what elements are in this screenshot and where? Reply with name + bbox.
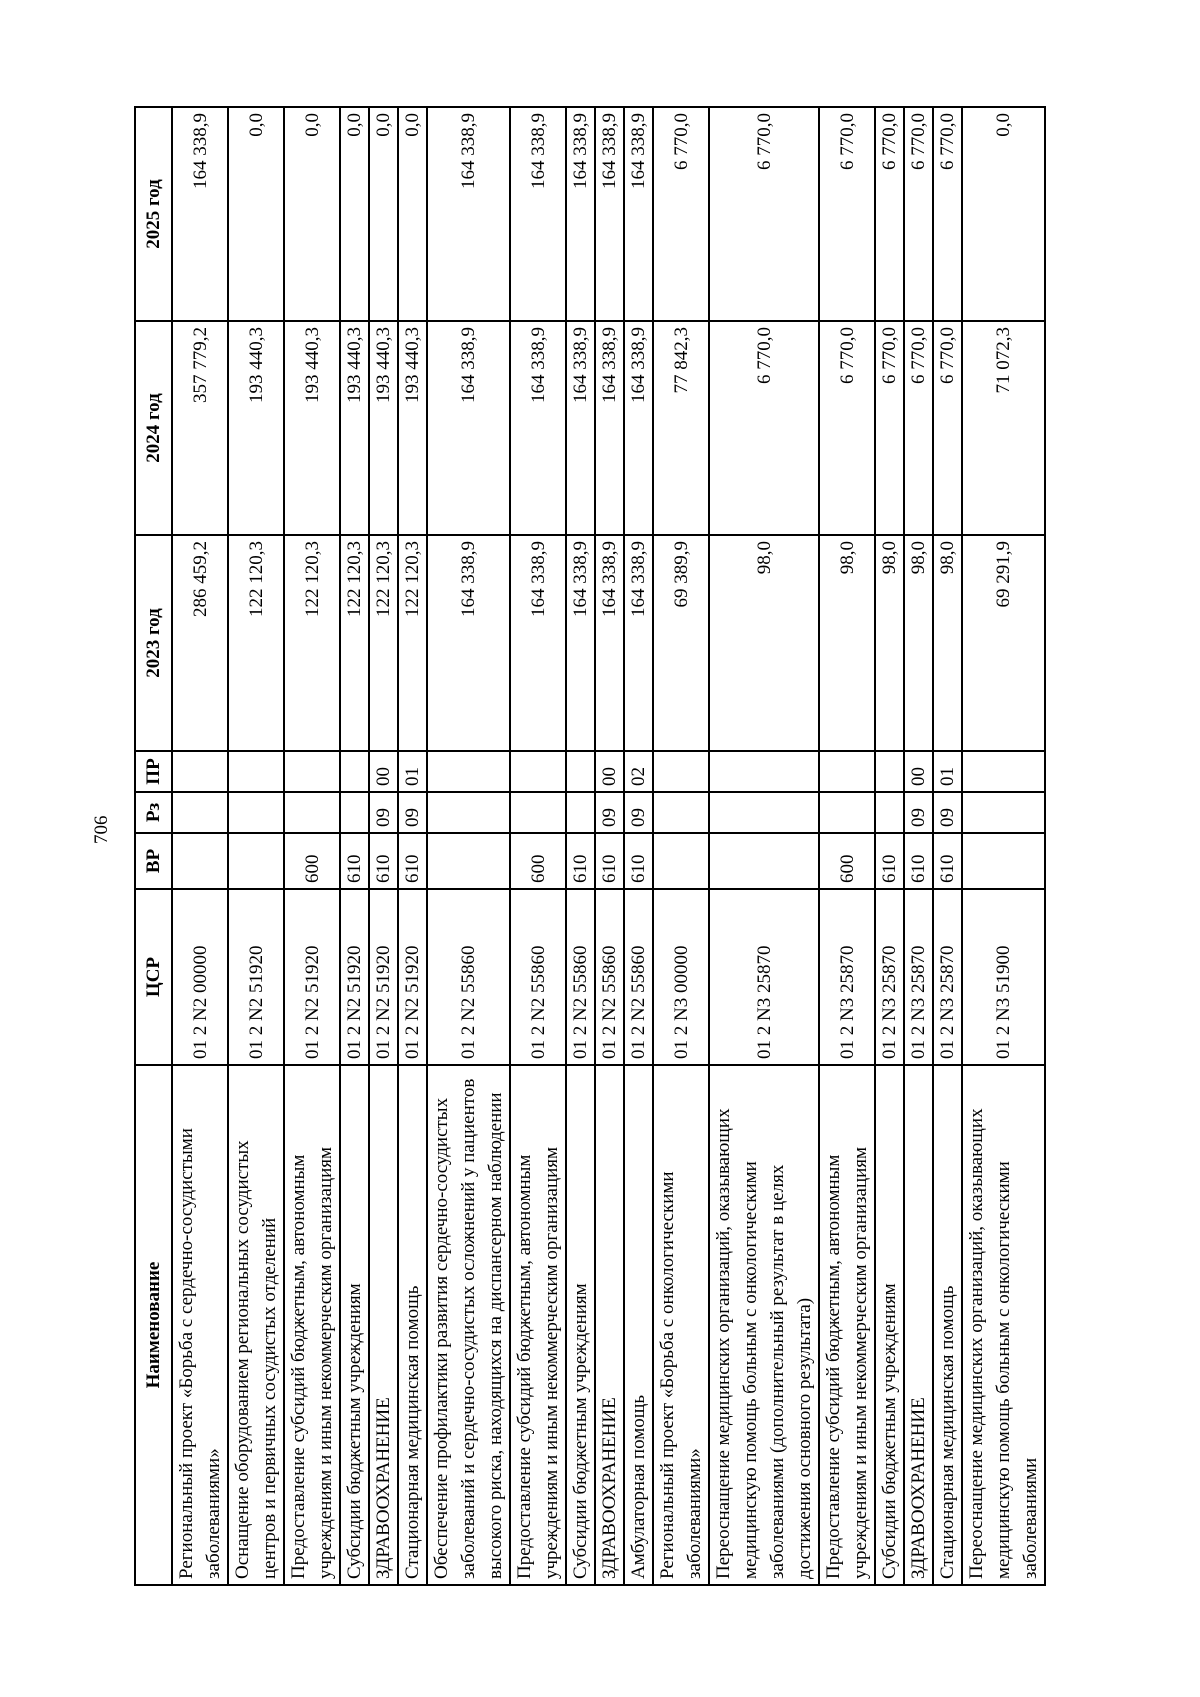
cell-vr bbox=[962, 833, 1045, 889]
cell-csr: 01 2 N2 55860 bbox=[427, 889, 510, 1065]
cell-2024: 357 779,2 bbox=[172, 321, 228, 535]
budget-table bbox=[134, 106, 1046, 1586]
header-pr: ПР bbox=[135, 751, 172, 792]
cell-2025: 0,0 bbox=[340, 107, 369, 321]
cell-pr bbox=[566, 751, 595, 792]
cell-pr bbox=[340, 751, 369, 792]
cell-name: Переоснащение медицинских организаций, оказывающих медицинскую помощь больным с онкологическими заболеваниями (дополнительный результат в целях достижения основного результата) bbox=[709, 1065, 819, 1585]
table-row bbox=[819, 107, 875, 1585]
cell-2025: 6 770,0 bbox=[933, 107, 962, 321]
cell-rz bbox=[962, 792, 1045, 833]
cell-2023: 122 120,3 bbox=[228, 535, 284, 751]
table-row bbox=[933, 107, 962, 1585]
cell-2024: 164 338,9 bbox=[566, 321, 595, 535]
cell-pr bbox=[875, 751, 904, 792]
cell-name: Стационарная медицинская помощь bbox=[398, 1065, 427, 1585]
cell-2024: 193 440,3 bbox=[228, 321, 284, 535]
cell-2023: 122 120,3 bbox=[398, 535, 427, 751]
cell-name: Предоставление субсидий бюджетным, автономным учреждениям и иным некоммерческим организациям bbox=[819, 1065, 875, 1585]
cell-vr: 610 bbox=[624, 833, 653, 889]
cell-pr: 00 bbox=[369, 751, 398, 792]
rotated-table-container bbox=[134, 108, 1041, 1586]
cell-pr: 02 bbox=[624, 751, 653, 792]
cell-2025: 0,0 bbox=[369, 107, 398, 321]
cell-2023: 98,0 bbox=[819, 535, 875, 751]
cell-2024: 6 770,0 bbox=[875, 321, 904, 535]
cell-name: Оснащение оборудованием региональных сосудистых центров и первичных сосудистых отделений bbox=[228, 1065, 284, 1585]
cell-2025: 0,0 bbox=[398, 107, 427, 321]
cell-2023: 164 338,9 bbox=[595, 535, 624, 751]
cell-rz bbox=[819, 792, 875, 833]
cell-2024: 193 440,3 bbox=[398, 321, 427, 535]
cell-pr bbox=[653, 751, 709, 792]
table-row bbox=[653, 107, 709, 1585]
cell-2023: 98,0 bbox=[933, 535, 962, 751]
cell-rz bbox=[284, 792, 340, 833]
cell-2024: 6 770,0 bbox=[933, 321, 962, 535]
cell-2025: 6 770,0 bbox=[709, 107, 819, 321]
table-row bbox=[709, 107, 819, 1585]
cell-name: Региональный проект «Борьба с сердечно-сосудистыми заболеваниями» bbox=[172, 1065, 228, 1585]
cell-pr bbox=[427, 751, 510, 792]
table-row bbox=[904, 107, 933, 1585]
cell-name: Региональный проект «Борьба с онкологическими заболеваниями» bbox=[653, 1065, 709, 1585]
cell-rz bbox=[427, 792, 510, 833]
cell-2023: 164 338,9 bbox=[566, 535, 595, 751]
cell-name: Обеспечение профилактики развития сердечно-сосудистых заболеваний и сердечно-сосудистых осложнений у пациентов высокого риска, находящихся на диспансерном наблюдении bbox=[427, 1065, 510, 1585]
cell-2024: 193 440,3 bbox=[340, 321, 369, 535]
cell-2024: 164 338,9 bbox=[624, 321, 653, 535]
cell-2023: 98,0 bbox=[904, 535, 933, 751]
header-2023: 2023 год bbox=[135, 535, 172, 751]
cell-2023: 164 338,9 bbox=[427, 535, 510, 751]
cell-pr: 00 bbox=[904, 751, 933, 792]
cell-2024: 164 338,9 bbox=[595, 321, 624, 535]
cell-2025: 6 770,0 bbox=[653, 107, 709, 321]
cell-csr: 01 2 N3 25870 bbox=[933, 889, 962, 1065]
table-row bbox=[172, 107, 228, 1585]
table-row bbox=[962, 107, 1045, 1585]
cell-2024: 193 440,3 bbox=[369, 321, 398, 535]
cell-2024: 6 770,0 bbox=[709, 321, 819, 535]
cell-2023: 164 338,9 bbox=[510, 535, 566, 751]
cell-name: Предоставление субсидий бюджетным, автономным учреждениям и иным некоммерческим организациям bbox=[284, 1065, 340, 1585]
header-2024: 2024 год bbox=[135, 321, 172, 535]
cell-name: Предоставление субсидий бюджетным, автономным учреждениям и иным некоммерческим организациям bbox=[510, 1065, 566, 1585]
cell-2025: 164 338,9 bbox=[172, 107, 228, 321]
cell-vr bbox=[427, 833, 510, 889]
cell-vr: 600 bbox=[510, 833, 566, 889]
cell-2024: 71 072,3 bbox=[962, 321, 1045, 535]
cell-2023: 69 389,9 bbox=[653, 535, 709, 751]
cell-rz: 09 bbox=[369, 792, 398, 833]
table-body bbox=[172, 107, 1045, 1585]
cell-2023: 69 291,9 bbox=[962, 535, 1045, 751]
cell-2023: 164 338,9 bbox=[624, 535, 653, 751]
cell-csr: 01 2 N2 51920 bbox=[284, 889, 340, 1065]
cell-2025: 0,0 bbox=[962, 107, 1045, 321]
cell-pr bbox=[510, 751, 566, 792]
cell-csr: 01 2 N2 55860 bbox=[624, 889, 653, 1065]
table-row bbox=[340, 107, 369, 1585]
cell-vr bbox=[228, 833, 284, 889]
cell-2025: 164 338,9 bbox=[510, 107, 566, 321]
cell-vr: 610 bbox=[933, 833, 962, 889]
page-number: 706 bbox=[91, 815, 112, 844]
cell-csr: 01 2 N2 55860 bbox=[510, 889, 566, 1065]
table-row bbox=[427, 107, 510, 1585]
cell-name: Стационарная медицинская помощь bbox=[933, 1065, 962, 1585]
cell-name: Субсидии бюджетным учреждениям bbox=[340, 1065, 369, 1585]
cell-rz bbox=[566, 792, 595, 833]
table-row bbox=[510, 107, 566, 1585]
table-row bbox=[228, 107, 284, 1585]
cell-2023: 122 120,3 bbox=[369, 535, 398, 751]
cell-pr bbox=[284, 751, 340, 792]
cell-2024: 164 338,9 bbox=[510, 321, 566, 535]
cell-vr: 610 bbox=[369, 833, 398, 889]
table-row bbox=[875, 107, 904, 1585]
cell-2025: 0,0 bbox=[228, 107, 284, 321]
cell-2025: 164 338,9 bbox=[624, 107, 653, 321]
cell-name: Амбулаторная помощь bbox=[624, 1065, 653, 1585]
cell-2025: 164 338,9 bbox=[566, 107, 595, 321]
cell-rz bbox=[709, 792, 819, 833]
cell-vr bbox=[172, 833, 228, 889]
cell-pr: 01 bbox=[933, 751, 962, 792]
header-csr: ЦСР bbox=[135, 889, 172, 1065]
cell-csr: 01 2 N3 25870 bbox=[904, 889, 933, 1065]
cell-vr: 610 bbox=[875, 833, 904, 889]
cell-csr: 01 2 N3 00000 bbox=[653, 889, 709, 1065]
cell-vr bbox=[653, 833, 709, 889]
cell-csr: 01 2 N2 55860 bbox=[595, 889, 624, 1065]
cell-2023: 286 459,2 bbox=[172, 535, 228, 751]
cell-2025: 0,0 bbox=[284, 107, 340, 321]
cell-pr bbox=[962, 751, 1045, 792]
cell-csr: 01 2 N3 51900 bbox=[962, 889, 1045, 1065]
cell-name: ЗДРАВООХРАНЕНИЕ bbox=[595, 1065, 624, 1585]
cell-pr bbox=[172, 751, 228, 792]
cell-vr: 610 bbox=[398, 833, 427, 889]
cell-vr: 610 bbox=[340, 833, 369, 889]
cell-csr: 01 2 N3 25870 bbox=[709, 889, 819, 1065]
cell-2023: 98,0 bbox=[875, 535, 904, 751]
cell-2024: 164 338,9 bbox=[427, 321, 510, 535]
cell-pr bbox=[228, 751, 284, 792]
table-row bbox=[566, 107, 595, 1585]
cell-vr: 610 bbox=[595, 833, 624, 889]
cell-rz: 09 bbox=[904, 792, 933, 833]
cell-2025: 164 338,9 bbox=[595, 107, 624, 321]
cell-csr: 01 2 N2 51920 bbox=[369, 889, 398, 1065]
cell-rz bbox=[228, 792, 284, 833]
cell-csr: 01 2 N2 51920 bbox=[228, 889, 284, 1065]
cell-name: Переоснащение медицинских организаций, оказывающих медицинскую помощь больным с онкологическими заболеваниями bbox=[962, 1065, 1045, 1585]
cell-rz bbox=[510, 792, 566, 833]
cell-name: Субсидии бюджетным учреждениям bbox=[566, 1065, 595, 1585]
cell-csr: 01 2 N2 51920 bbox=[340, 889, 369, 1065]
cell-csr: 01 2 N2 55860 bbox=[566, 889, 595, 1065]
table-header bbox=[135, 107, 172, 1585]
header-rz: Рз bbox=[135, 792, 172, 833]
cell-rz: 09 bbox=[624, 792, 653, 833]
table-row bbox=[369, 107, 398, 1585]
cell-pr: 01 bbox=[398, 751, 427, 792]
cell-2024: 193 440,3 bbox=[284, 321, 340, 535]
header-name: Наименование bbox=[135, 1065, 172, 1585]
cell-csr: 01 2 N3 25870 bbox=[875, 889, 904, 1065]
cell-2024: 6 770,0 bbox=[904, 321, 933, 535]
cell-rz: 09 bbox=[398, 792, 427, 833]
header-vr: ВР bbox=[135, 833, 172, 889]
cell-vr bbox=[709, 833, 819, 889]
table-row bbox=[595, 107, 624, 1585]
cell-pr bbox=[819, 751, 875, 792]
cell-vr: 610 bbox=[566, 833, 595, 889]
table-row bbox=[624, 107, 653, 1585]
cell-vr: 600 bbox=[819, 833, 875, 889]
header-row bbox=[135, 107, 172, 1585]
cell-2024: 6 770,0 bbox=[819, 321, 875, 535]
cell-2023: 122 120,3 bbox=[284, 535, 340, 751]
cell-rz: 09 bbox=[595, 792, 624, 833]
header-2025: 2025 год bbox=[135, 107, 172, 321]
cell-2023: 98,0 bbox=[709, 535, 819, 751]
cell-2025: 6 770,0 bbox=[819, 107, 875, 321]
cell-2023: 122 120,3 bbox=[340, 535, 369, 751]
cell-2025: 164 338,9 bbox=[427, 107, 510, 321]
cell-2025: 6 770,0 bbox=[904, 107, 933, 321]
cell-vr: 610 bbox=[904, 833, 933, 889]
cell-pr: 00 bbox=[595, 751, 624, 792]
cell-rz: 09 bbox=[933, 792, 962, 833]
cell-csr: 01 2 N2 00000 bbox=[172, 889, 228, 1065]
cell-rz bbox=[875, 792, 904, 833]
cell-rz bbox=[172, 792, 228, 833]
table-row bbox=[284, 107, 340, 1585]
cell-2024: 77 842,3 bbox=[653, 321, 709, 535]
cell-name: ЗДРАВООХРАНЕНИЕ bbox=[369, 1065, 398, 1585]
cell-pr bbox=[709, 751, 819, 792]
cell-2025: 6 770,0 bbox=[875, 107, 904, 321]
cell-rz bbox=[653, 792, 709, 833]
cell-name: Субсидии бюджетным учреждениям bbox=[875, 1065, 904, 1585]
table-row bbox=[398, 107, 427, 1585]
cell-csr: 01 2 N2 51920 bbox=[398, 889, 427, 1065]
cell-name: ЗДРАВООХРАНЕНИЕ bbox=[904, 1065, 933, 1585]
cell-rz bbox=[340, 792, 369, 833]
cell-csr: 01 2 N3 25870 bbox=[819, 889, 875, 1065]
cell-vr: 600 bbox=[284, 833, 340, 889]
